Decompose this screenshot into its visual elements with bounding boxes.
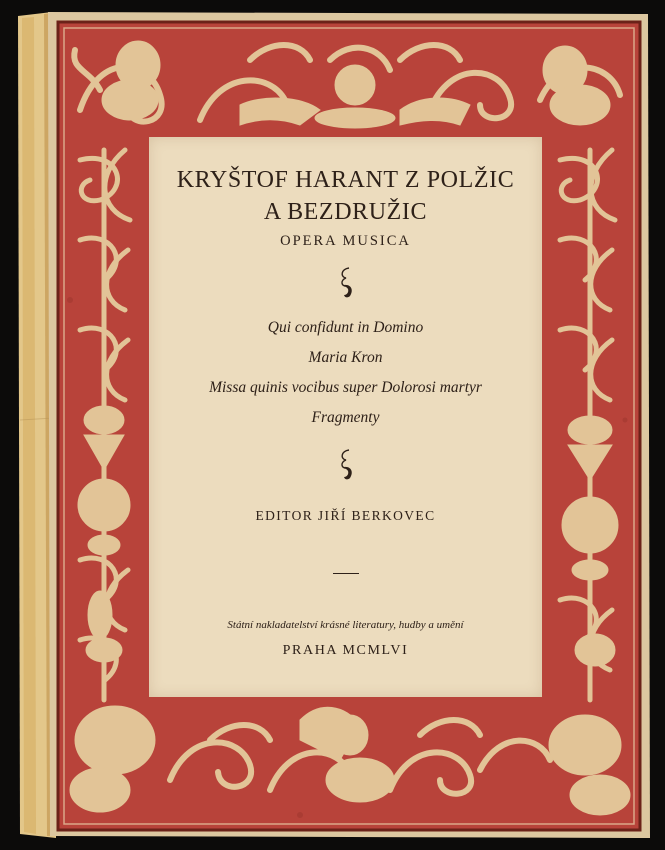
author-line-1: KRYŠTOF HARANT Z POLŽIC <box>176 167 515 193</box>
work-item: Maria Kron <box>308 349 383 366</box>
ornament-icon <box>335 447 357 481</box>
work-item: Missa quinis vocibus super Dolorosi martyr <box>209 379 482 396</box>
title-panel <box>149 137 542 697</box>
author-line-2: A BEZDRUŽIC <box>263 199 428 225</box>
work-item: Fragmenty <box>311 409 380 426</box>
work-item: Qui confidunt in Domino <box>267 319 424 336</box>
divider <box>333 573 359 574</box>
book-title: OPERA MUSICA <box>280 233 411 249</box>
editor-line: EDITOR JIŘÍ BERKOVEC <box>255 508 436 523</box>
publisher-line: Státní nakladatelství krásné literatury, hudby a umění <box>227 619 464 631</box>
city-year-line: PRAHA MCMLVI <box>282 643 409 658</box>
ornament-icon <box>335 265 357 299</box>
